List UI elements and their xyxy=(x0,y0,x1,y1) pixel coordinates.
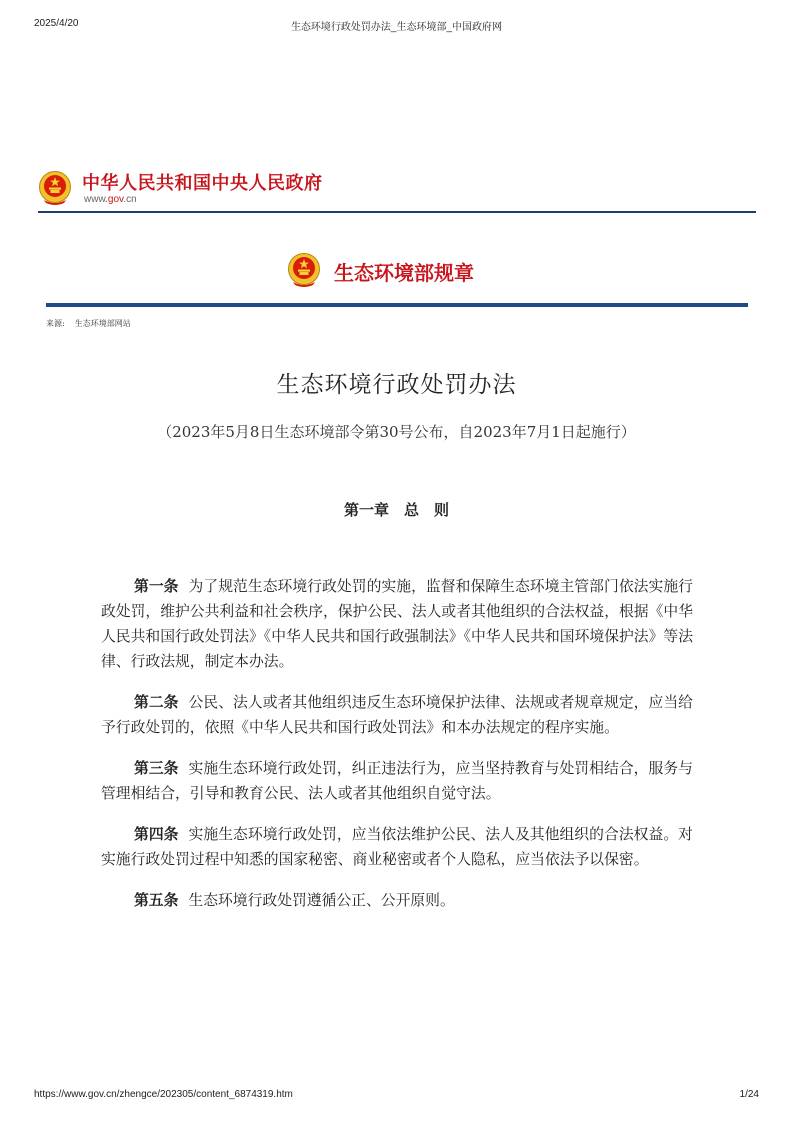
print-date: 2025/4/20 xyxy=(34,18,79,29)
article-number: 第四条 xyxy=(134,826,179,843)
article-number: 第三条 xyxy=(134,760,179,777)
ministry-banner xyxy=(0,252,793,292)
page-number: 1/24 xyxy=(739,1089,759,1100)
header-divider xyxy=(38,211,756,213)
article xyxy=(101,690,693,740)
source-value: 生态环境部网站 xyxy=(74,319,131,328)
section-divider xyxy=(46,303,748,307)
document-title: 生态环境行政处罚办法 xyxy=(276,372,517,398)
print-url: https://www.gov.cn/zhengce/202305/content_6874319.htm xyxy=(34,1089,293,1100)
print-header xyxy=(34,18,759,34)
article xyxy=(101,756,693,806)
article-text: 实施生态环境行政处罚，纠正违法行为，应当坚持教育与处罚相结合，服务与管理相结合，引导和教育公民、法人或者其他组织自觉守法。 xyxy=(101,760,693,802)
article-number: 第一条 xyxy=(134,578,179,595)
domain-accent: gov xyxy=(107,194,124,205)
article-number: 第五条 xyxy=(134,892,179,909)
domain-suffix: .cn xyxy=(123,194,137,205)
article-text: 公民、法人或者其他组织违反生态环境保护法律、法规或者规章规定，应当给予行政处罚的，依照《中华人民共和国行政处罚法》和本办法规定的程序实施。 xyxy=(101,694,693,736)
document-subtitle: （2023年5月8日生态环境部令第30号公布，自2023年7月1日起施行） xyxy=(157,423,636,441)
domain-prefix: www. xyxy=(84,194,108,205)
print-page-title: 生态环境行政处罚办法_生态环境部_中国政府网 xyxy=(290,22,503,33)
national-emblem-icon xyxy=(38,170,72,206)
gov-site-name: 中华人民共和国中央人民政府 xyxy=(82,173,323,194)
article-text: 生态环境行政处罚遵循公正、公开原则。 xyxy=(188,892,455,909)
article-text: 实施生态环境行政处罚，应当依法维护公民、法人及其他组织的合法权益。对实施行政处罚过程中知悉的国家秘密、商业秘密或者个人隐私，应当依法予以保密。 xyxy=(101,826,693,868)
article xyxy=(101,574,693,674)
article-list xyxy=(101,574,693,929)
article-text: 为了规范生态环境行政处罚的实施，监督和保障生态环境主管部门依法实施行政处罚，维护公共利益和社会秩序，保护公民、法人或者其他组织的合法权益，根据《中华人民共和国行政处罚法》《中华人民共和国行政强制法》《中华人民共和国环境保护法》等法律、行政法规，制定本办法。 xyxy=(101,578,693,670)
source-line xyxy=(46,318,131,329)
source-label: 来源: xyxy=(46,319,65,328)
gov-site-header xyxy=(36,166,756,214)
ministry-section-title: 生态环境部规章 xyxy=(334,261,474,285)
chapter-heading: 第一章 总 则 xyxy=(343,501,449,519)
gov-site-domain xyxy=(84,194,137,205)
print-footer xyxy=(34,1089,759,1105)
article xyxy=(101,822,693,872)
article xyxy=(101,888,693,913)
national-emblem-icon xyxy=(287,252,321,288)
article-number: 第二条 xyxy=(134,694,179,711)
